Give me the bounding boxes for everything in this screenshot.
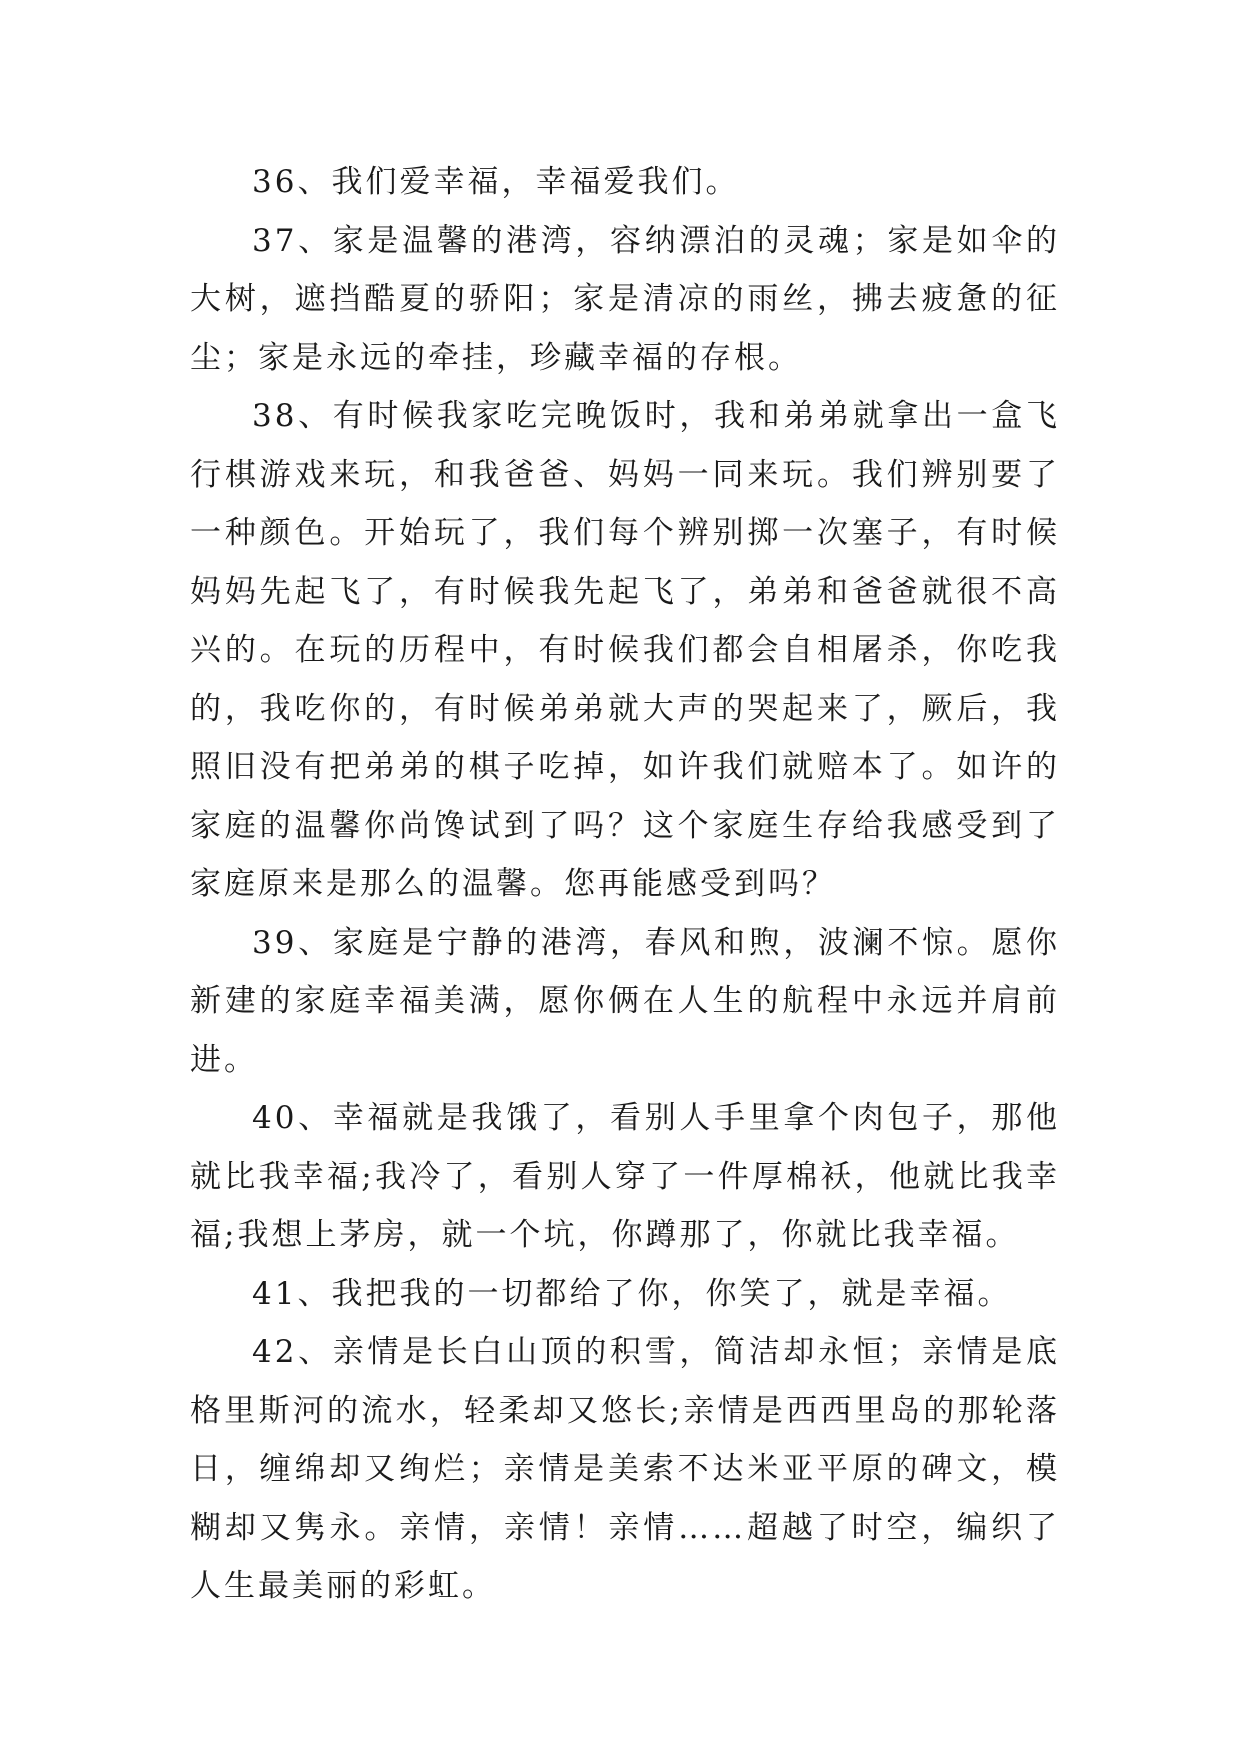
paragraph-39: 39、家庭是宁静的港湾，春风和煦，波澜不惊。愿你新建的家庭幸福美满，愿你俩在人生的航程中永远并肩前进。 (190, 924, 1060, 1078)
paragraph-41: 41、我把我的一切都给了你，你笑了，就是幸福。 (252, 1275, 1012, 1312)
paragraph-38: 38、有时候我家吃完晚饭时，我和弟弟就拿出一盒飞行棋游戏来玩，和我爸爸、妈妈一同来玩。我们辨别要了一种颜色。开始玩了，我们每个辨别掷一次塞子，有时候妈妈先起飞了，有时候我先起飞了，弟弟和爸爸就很不高兴的。在玩的历程中，有时候我们都会自相屠杀，你吃我的，我吃你的，有时候弟弟就大声的哭起来了，厥后，我照旧没有把弟弟的棋子吃掉，如许我们就赔本了。如许的家庭的温馨你尚馋试到了吗？这个家庭生存给我感受到了家庭原来是那么的温馨。您再能感受到吗？ (190, 398, 1060, 902)
paragraph-36: 36、我们爱幸福，幸福爱我们。 (252, 164, 740, 200)
paragraph-37: 37、家是温馨的港湾，容纳漂泊的灵魂；家是如伞的大树，遮挡酷夏的骄阳；家是清凉的雨丝，拂去疲惫的征尘；家是永远的牵挂，珍藏幸福的存根。 (190, 222, 1060, 376)
paragraph-40: 40、幸福就是我饿了，看别人手里拿个肉包子，那他就比我幸福;我冷了，看别人穿了一件厚棉袄，他就比我幸福;我想上茅房，就一个坑，你蹲那了，你就比我幸福。 (190, 1100, 1060, 1253)
document-body (190, 153, 1060, 1616)
paragraph-42: 42、亲情是长白山顶的积雪，简洁却永恒；亲情是底格里斯河的流水，轻柔却又悠长;亲情是西西里岛的那轮落日，缠绵却又绚烂；亲情是美索不达米亚平原的碑文，模糊却又隽永。亲情，亲情！亲情……超越了时空，编织了人生最美丽的彩虹。 (190, 1334, 1060, 1604)
